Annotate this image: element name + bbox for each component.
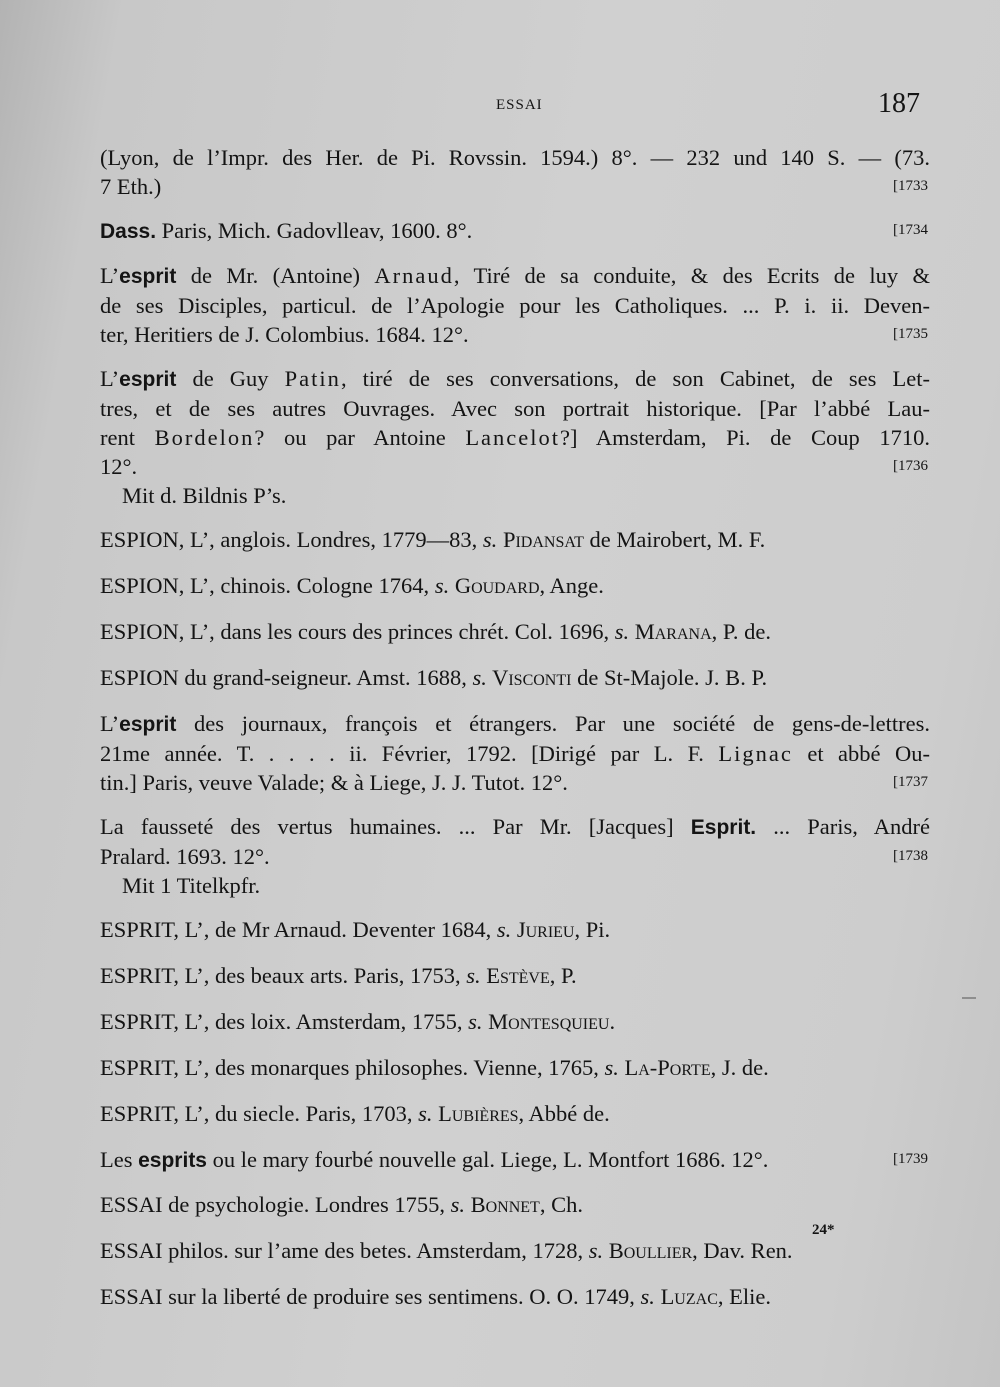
entry-text: ESSAI philos. sur l’ame des betes. Amsterdam, 1728, (100, 1238, 589, 1263)
entry-line (100, 1236, 930, 1265)
entry-text: ESPION, L’, dans les cours des princes chrét. Col. 1696, (100, 619, 615, 644)
author-name: La-Porte (618, 1055, 711, 1080)
entry-text: des journaux, françois et étrangers. Par une société de gens-de-lettres. (176, 711, 930, 736)
entry-note: Mit d. Bildnis P’s. (122, 483, 287, 508)
catalogue-entry (100, 143, 930, 201)
cross-reference-entry (100, 663, 930, 692)
entry-line (100, 423, 930, 452)
entry-line (100, 1007, 930, 1036)
entry-text: ESPION, L’, anglois. Londres, 1779—83, (100, 527, 483, 552)
entry-text: ?] Amsterdam, Pi. de Coup 1710. (560, 425, 930, 450)
entry-line (100, 525, 930, 554)
entry-text: ou le mary fourbé nouvelle gal. Liege, L. Montfort 1686. 12°. (207, 1147, 769, 1172)
entry-text: ESPION, L’, chinois. Cologne 1764, (100, 573, 435, 598)
entry-number: [1733 (893, 178, 928, 194)
entry-line (100, 1190, 930, 1219)
entry-text: , Abbé de. (518, 1101, 610, 1126)
entry-text: , tiré de ses conversations, de son Cabinet, de ses Let- (340, 366, 930, 391)
see-marker: s. (434, 573, 450, 598)
see-marker: s. (468, 1009, 483, 1034)
spaced-name: Lancelot (465, 425, 561, 450)
entry-text: , Tiré de sa conduite, & des Ecrits de luy & (453, 263, 931, 288)
see-marker: s. (588, 1238, 604, 1263)
entry-line (100, 812, 930, 842)
entry-line (100, 291, 930, 320)
entry-text: 12°. (100, 454, 138, 479)
entry-text: L’ (100, 263, 120, 288)
see-marker: s. (450, 1192, 465, 1217)
entry-line (100, 961, 930, 990)
entry-number: [1737 (893, 774, 928, 790)
entry-text: de St-Majole. J. B. P. (571, 665, 768, 690)
entry-line (100, 320, 930, 349)
spaced-name: Arnaud (374, 263, 454, 288)
cross-reference-entry (100, 1007, 930, 1036)
catalogue-entry (100, 1145, 930, 1175)
entry-text: ESSAI de psychologie. Londres 1755, (100, 1192, 451, 1217)
author-name: Goudard (449, 573, 540, 598)
entry-text: ter, Heritiers de J. Colombius. 1684. 12°. (100, 322, 469, 347)
entry-text: ESPRIT, L’, des loix. Amsterdam, 1755, (100, 1009, 469, 1034)
spaced-name: Lignac (718, 741, 793, 766)
entry-text: de Mairobert, M. F. (583, 527, 766, 552)
entry-text: ESPRIT, L’, des monarques philosophes. Vienne, 1765, (100, 1055, 605, 1080)
entry-number: [1738 (893, 848, 928, 864)
entry-text: ESPRIT, L’, de Mr Arnaud. Deventer 1684, (100, 917, 497, 942)
see-marker: s. (466, 963, 481, 988)
entry-line (100, 394, 930, 423)
author-name: Boullier (603, 1238, 693, 1263)
entry-list (100, 143, 930, 1328)
entry-line (100, 1099, 930, 1128)
author-name: Bonnet (464, 1192, 540, 1217)
entry-text: Les (100, 1147, 139, 1172)
entry-line (100, 915, 930, 944)
author-name: Lubières (432, 1101, 519, 1126)
entry-line (100, 768, 930, 797)
see-marker: s. (472, 665, 487, 690)
entry-number: [1734 (893, 222, 928, 238)
entry-text: Paris, Mich. Gadovlleav, 1600. 8°. (156, 218, 473, 243)
entry-text: tres, et de ses autres Ouvrages. Avec son portrait historique. [Par l’abbé Lau- (100, 396, 930, 421)
entry-text: , Ch. (539, 1192, 583, 1217)
cross-reference-entry (100, 1099, 930, 1128)
entry-number: [1735 (893, 326, 928, 342)
entry-line (100, 1282, 930, 1311)
entry-line (100, 1145, 930, 1175)
entry-text: Pralard. 1693. 12°. (100, 844, 270, 869)
entry-text: de Mr. (Antoine) (176, 263, 375, 288)
entry-text: ESPION du grand-seigneur. Amst. 1688, (100, 665, 473, 690)
entry-line (100, 617, 930, 646)
see-marker: s. (614, 619, 630, 644)
cross-reference-entry (100, 1236, 930, 1265)
entry-text: . (609, 1009, 616, 1034)
cross-reference-entry (100, 1190, 930, 1219)
entry-text: ... Paris, André (756, 814, 930, 839)
entry-line (100, 172, 930, 201)
entry-line (100, 739, 930, 768)
see-marker: s. (604, 1055, 619, 1080)
author-name: Visconti (486, 665, 572, 690)
catalogue-entry (100, 216, 930, 246)
entry-text: (Lyon, de l’Impr. des Her. de Pi. Rovssin. 1594.) 8°. — 232 und 140 S. — (73. (100, 145, 930, 170)
see-marker: s. (418, 1101, 433, 1126)
spaced-name: Bordelon (154, 425, 255, 450)
signature-mark: 24* (812, 1222, 835, 1238)
cross-reference-entry (100, 1282, 930, 1311)
entry-number: [1736 (893, 458, 928, 474)
entry-text: La fausseté des vertus humaines. ... Par Mr. [Jacques] (100, 814, 691, 839)
author-name: Pidansat (497, 527, 584, 552)
cross-reference-entry (100, 961, 930, 990)
entry-text: L’ (100, 366, 120, 391)
page-number: 187 (878, 88, 920, 119)
entry-line (100, 452, 930, 481)
catalogue-entry (100, 261, 930, 349)
see-marker: s. (482, 527, 498, 552)
cross-reference-entry (100, 525, 930, 554)
entry-text: , Elie. (717, 1284, 771, 1309)
entry-text: 7 Eth.) (100, 174, 162, 199)
entry-text: 21me année. T. . . . . ii. Février, 1792. [Dirigé par L. F. (100, 741, 719, 766)
entry-line (100, 571, 930, 600)
margin-mark (962, 997, 976, 999)
entry-text: , Ange. (539, 573, 604, 598)
author-name: Estève (480, 963, 550, 988)
author-name: Luzac (654, 1284, 718, 1309)
running-title: ESSAI (496, 97, 543, 113)
keyword: esprit (119, 368, 177, 391)
entry-text: ESPRIT, L’, des beaux arts. Paris, 1753, (100, 963, 467, 988)
entry-text: tin.] Paris, veuve Valade; & à Liege, J. J. Tutot. 12°. (100, 770, 568, 795)
entry-text: et abbé Ou- (792, 741, 930, 766)
entry-number: [1739 (893, 1151, 928, 1167)
entry-text: de Guy (176, 366, 285, 391)
entry-line (100, 663, 930, 692)
cross-reference-entry (100, 1053, 930, 1082)
entry-text: , J. de. (710, 1055, 769, 1080)
keyword: esprit (119, 265, 177, 288)
entry-text: , P. (549, 963, 577, 988)
keyword: esprit (119, 713, 177, 736)
entry-line (100, 364, 930, 394)
entry-text: , P. de. (711, 619, 772, 644)
entry-line (100, 143, 930, 172)
entry-text: ? ou par Antoine (254, 425, 466, 450)
entry-line (100, 709, 930, 739)
entry-text: , Pi. (574, 917, 611, 942)
entry-line (100, 261, 930, 291)
cross-reference-entry (100, 915, 930, 944)
entry-text: rent (100, 425, 155, 450)
entry-text: L’ (100, 711, 120, 736)
keyword: Dass. (100, 220, 157, 243)
author-name: Jurieu (511, 917, 575, 942)
entry-line (100, 216, 930, 246)
spaced-name: Patin (284, 366, 341, 391)
entry-line (100, 842, 930, 871)
see-marker: s. (496, 917, 512, 942)
cross-reference-entry (100, 571, 930, 600)
see-marker: s. (640, 1284, 655, 1309)
entry-text: , Dav. Ren. (692, 1238, 793, 1263)
catalogue-entry (100, 364, 930, 510)
entry-text: ESSAI sur la liberté de produire ses sentimens. O. O. 1749, (100, 1284, 641, 1309)
keyword: esprits (138, 1149, 207, 1172)
keyword: Esprit. (690, 816, 757, 839)
catalogue-entry (100, 812, 930, 900)
catalogue-entry (100, 709, 930, 797)
entry-text: ESPRIT, L’, du siecle. Paris, 1703, (100, 1101, 419, 1126)
author-name: Marana (629, 619, 712, 644)
cross-reference-entry (100, 617, 930, 646)
author-name: Montesquieu (482, 1009, 610, 1034)
entry-text: de ses Disciples, particul. de l’Apologie pour les Catholiques. ... P. i. ii. Deven- (100, 293, 930, 318)
entry-note: Mit 1 Titelkpfr. (122, 873, 261, 898)
entry-line (100, 1053, 930, 1082)
